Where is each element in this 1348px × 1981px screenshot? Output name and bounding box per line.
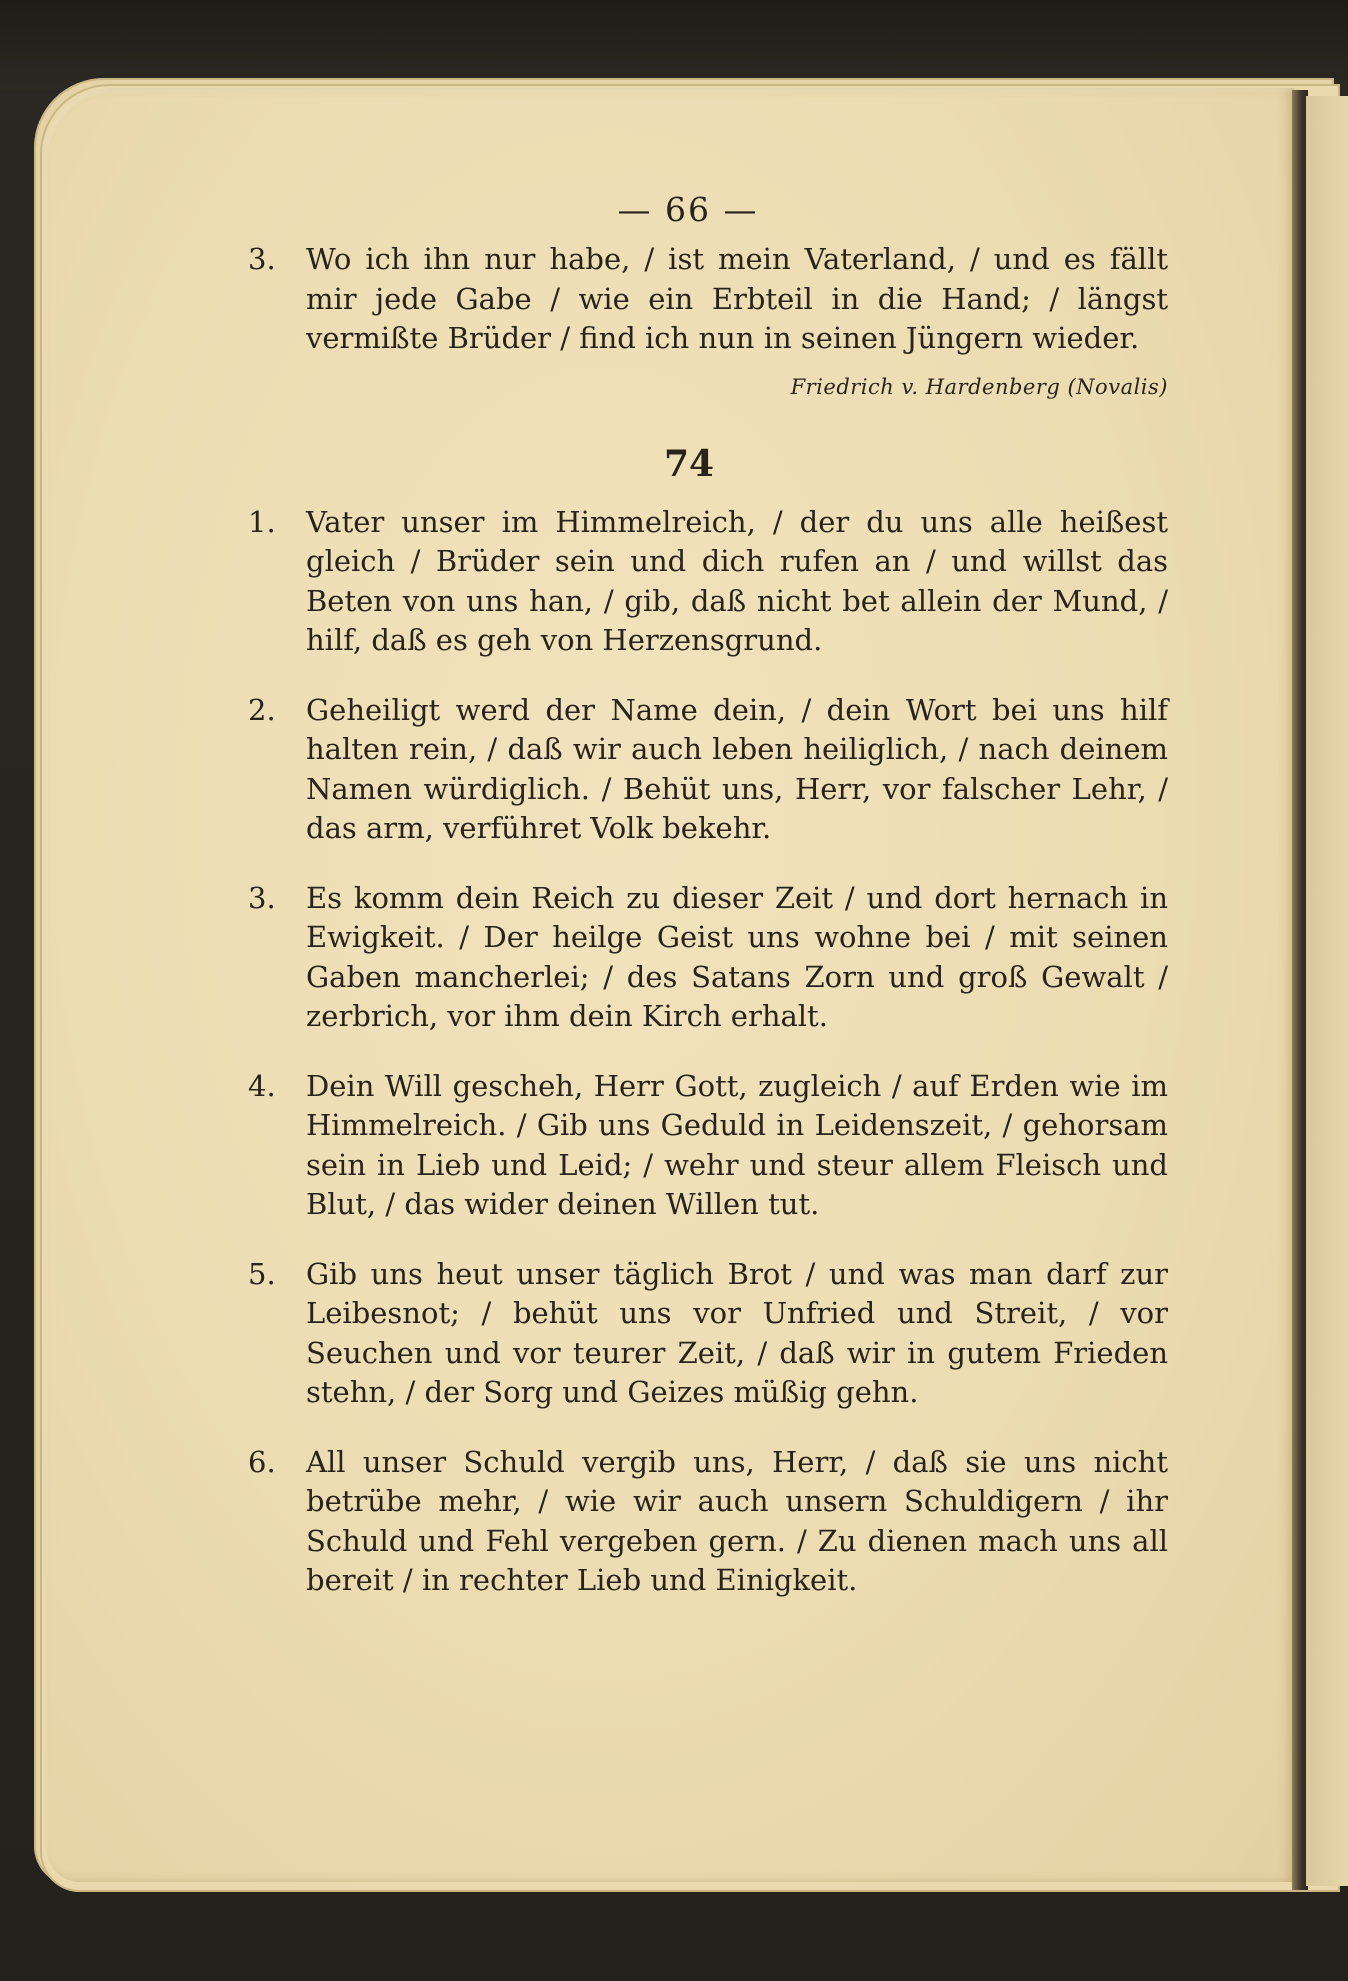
verse-number: 3.: [248, 242, 276, 276]
verse-number: 5.: [248, 1256, 276, 1291]
hymn-verse-3: [248, 879, 1168, 1037]
verse-number: 1.: [248, 504, 276, 539]
verse-text: Dein Will gescheh, Herr Gott, zugleich / auf Erden wie im Himmelreich. / Gib uns Geduld in Leidenszeit, / gehorsam sein in Lieb und Leid; / wehr und steur allem Fleisch und Blut, / das wider deinen Willen tut.: [306, 1068, 1168, 1221]
verse-text: All unser Schuld vergib uns, Herr, / daß sie uns nicht betrübe mehr, / wie wir auch unsern Schuldigern / ihr Schuld und Fehl vergeben gern. / Zu dienen mach uns all bereit / in rechter Lieb und Einigkeit.: [306, 1444, 1168, 1597]
verse-text: Es komm dein Reich zu dieser Zeit / und dort hernach in Ewigkeit. / Der heilge Geist uns wohne bei / mit seinen Gaben mancherlei; / des Satans Zorn und groß Gewalt / zerbrich, vor ihm dein Kirch erhalt.: [306, 880, 1168, 1033]
verse-number: 2.: [248, 692, 276, 727]
previous-hymn-verse-3: [248, 240, 1168, 359]
verse-number: 3.: [248, 880, 276, 915]
verse-number: 6.: [248, 1444, 276, 1479]
verse-text: Gib uns heut unser täglich Brot / und was man darf zur Leibesnot; / behüt uns vor Unfried und Streit, / vor Seuchen und vor teurer Zeit, / daß wir in gutem Frieden stehn, / der Sorg und Geizes müßig gehn.: [306, 1256, 1168, 1409]
facing-page-edge: [1306, 96, 1348, 1886]
verse-text: Vater unser im Himmelreich, / der du uns alle heißest gleich / Brüder sein und dich rufen an / und willst das Beten von uns han, / gib, daß nicht bet allein der Mund, / hilf, daß es geh von Herzensgrund.: [306, 504, 1168, 657]
verse-text: Wo ich ihn nur habe, / ist mein Vaterland, / und es fällt mir jede Gabe / wie ein Erbteil in die Hand; / längst vermißte Brüder / find ich nun in seinen Jüngern wieder.: [306, 242, 1168, 355]
page-text: [248, 180, 1168, 1601]
scan-background: [0, 0, 1348, 90]
hymn-number: 74: [663, 442, 715, 485]
hymn-verse-6: [248, 1443, 1168, 1601]
hymn-verse-2: [248, 691, 1168, 849]
verse-number: 4.: [248, 1068, 276, 1103]
hymn-verse-1: [248, 503, 1168, 661]
page-number: — 66 —: [617, 190, 759, 229]
verse-text: Geheiligt werd der Name dein, / dein Wort bei uns hilf halten rein, / daß wir auch leben heiliglich, / nach deinem Namen würdiglich. / Behüt uns, Herr, vor falscher Lehr, / das arm, verführet Volk bekehr.: [306, 692, 1168, 845]
hymn-verse-4: [248, 1067, 1168, 1225]
hymn-verse-5: [248, 1255, 1168, 1413]
author-attribution: Friedrich v. Hardenberg (Novalis): [790, 374, 1168, 399]
